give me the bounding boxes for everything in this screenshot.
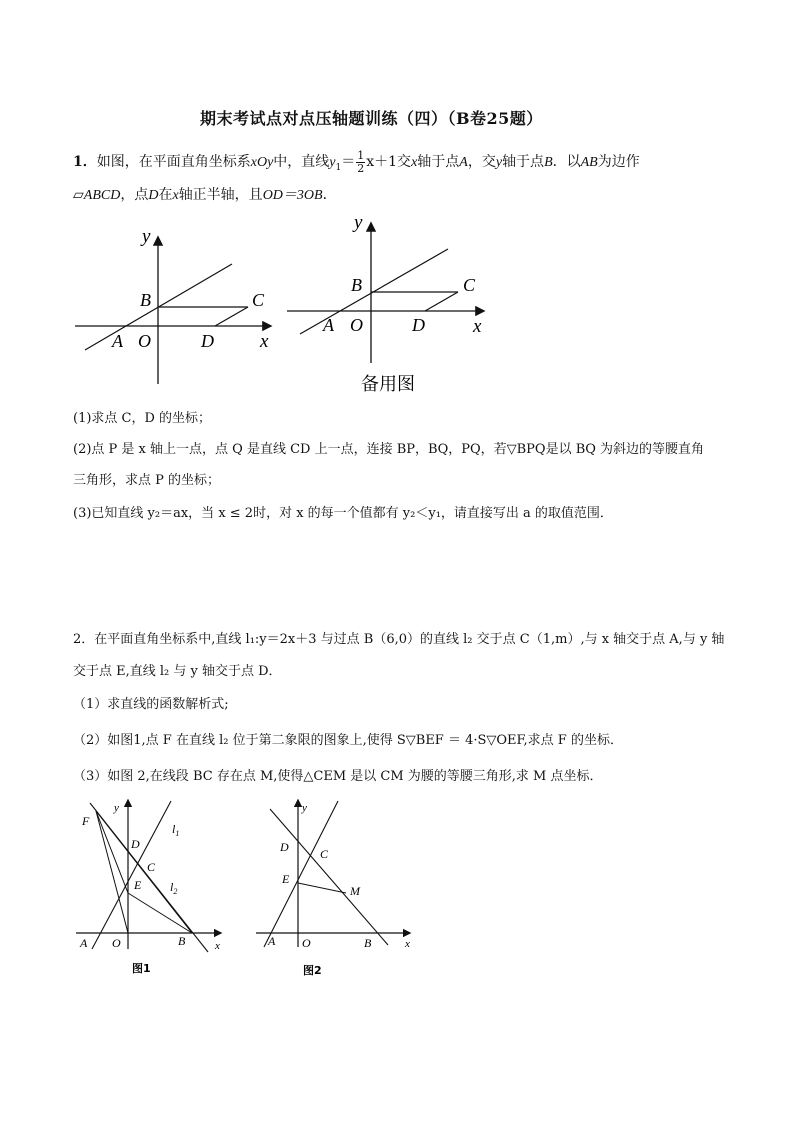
label-y: y xyxy=(354,212,363,233)
label-x: x xyxy=(215,940,220,952)
q1-text: 轴于点 xyxy=(502,154,545,171)
label-x: x xyxy=(260,331,269,352)
q1-line2 xyxy=(73,188,337,203)
label-c: C xyxy=(320,847,329,861)
q1-point-a: A xyxy=(459,155,468,171)
q1-od-eq: OD＝3OB xyxy=(262,188,323,203)
segment-cd xyxy=(425,292,458,311)
q1-text: 轴正半轴，且 xyxy=(178,187,263,203)
label-x: x xyxy=(405,938,410,950)
label-d: D xyxy=(201,331,214,351)
label-a: A xyxy=(112,331,123,351)
q2-figure-2 xyxy=(254,797,419,982)
label-y: y xyxy=(302,802,307,814)
label-e: E xyxy=(134,878,142,892)
q1-text: ． xyxy=(322,187,337,203)
label-f: F xyxy=(82,814,90,828)
label-y: y xyxy=(114,802,119,814)
parallelogram-symbol: ▱ xyxy=(73,187,84,203)
label-b: B xyxy=(364,936,372,950)
q1-abcd: ABCD xyxy=(83,188,121,203)
label-a: A xyxy=(268,934,276,948)
label-x: x xyxy=(473,316,482,337)
q2-sub3: （3）如图 2,在线段 BC 存在点 M,使得△CEM 是以 CM 为腰的等腰三角形,求 M 点坐标． xyxy=(73,769,603,784)
segment-fe xyxy=(96,811,128,893)
label-c: C xyxy=(463,275,476,295)
q1-point-d: D xyxy=(148,188,159,203)
q1-number: 1． xyxy=(73,154,97,171)
label-d: D xyxy=(412,315,425,335)
q1-point-b: B xyxy=(544,155,553,171)
q1-text: x＋1交 xyxy=(366,154,412,171)
label-l1: $l_1$ xyxy=(172,822,180,838)
q1-text: 如图，在平面直角坐标系 xyxy=(96,154,251,171)
label-o: O xyxy=(350,315,363,335)
segment-fo xyxy=(96,811,128,933)
figure-2-caption: 图2 xyxy=(303,964,322,977)
q1-sub3: (3)已知直线 y₂＝ax，当 x ≤ 2时，对 x 的每一个值都有 y₂＜y₁，请直接写出 a 的取值范围． xyxy=(73,506,613,521)
q1-xoy: xOy xyxy=(250,155,274,171)
q1-figure xyxy=(70,222,285,387)
page-title: 期末考试点对点压轴题训练（四）（B卷25题） xyxy=(200,109,543,128)
segment-cd xyxy=(215,307,248,326)
q2-figure-1 xyxy=(74,797,234,982)
q1-text: 轴于点 xyxy=(417,154,460,171)
label-o: O xyxy=(112,936,121,950)
segment-eb xyxy=(128,893,192,933)
line-l1 xyxy=(92,801,171,949)
q1-x: x xyxy=(411,155,418,171)
q1-line1: 1．如图，在平面直角坐标系xOy中，直线$y_1=$ $\frac{1}{2}$ x＋1交x轴于点A，交y轴于点B．以AB为边作 xyxy=(73,149,640,175)
label-m: M xyxy=(350,884,360,898)
q1-text: ，点 xyxy=(120,187,149,203)
q1-text: ．以 xyxy=(552,154,581,171)
label-c: C xyxy=(147,860,156,874)
label-y: y xyxy=(142,226,151,247)
label-d: D xyxy=(280,840,289,854)
q1-sub2-line2: 三角形，求点 P 的坐标； xyxy=(73,473,221,488)
q1-y: y xyxy=(495,155,503,171)
label-o: O xyxy=(138,331,151,351)
label-a: A xyxy=(323,315,334,335)
q1-text: 在 xyxy=(158,187,173,203)
label-b: B xyxy=(351,275,362,295)
q2-sub2: （2）如图1,点 F 在直线 l₂ 位于第二象限的图象上,使得 S▽BEF ＝ 4·S▽OEF,求点 F 的坐标． xyxy=(73,733,623,748)
label-e: E xyxy=(282,872,290,886)
q1-ab: AB xyxy=(580,155,598,171)
q2-line1: 2．在平面直角坐标系中,直线 l₁:y＝2x＋3 与过点 B（6,0）的直线 l₂ 交于点 C（1,m）,与 x 轴交于点 A,与 y 轴 xyxy=(73,632,725,647)
q1-backup-figure xyxy=(283,208,498,398)
q1-text: ，交 xyxy=(467,154,496,171)
figure-1-caption: 图1 xyxy=(132,962,151,975)
q1-text: 为边作 xyxy=(597,154,640,171)
label-a: A xyxy=(80,936,88,950)
q1-y1: y xyxy=(329,155,336,171)
label-b: B xyxy=(140,290,151,310)
q1-fraction: $\frac{1}{2}$ xyxy=(357,149,365,175)
label-c: C xyxy=(252,290,265,310)
q1-sub1: (1)求点 C，D 的坐标； xyxy=(73,411,212,426)
q2-sub1: （1）求直线的函数解析式; xyxy=(73,697,229,712)
q1-sub2-line1: (2)点 P 是 x 轴上一点，点 Q 是直线 CD 上一点，连接 BP，BQ，PQ，若▽BPQ是以 BQ 为斜边的等腰直角 xyxy=(73,442,705,457)
label-o: O xyxy=(302,936,311,950)
label-d: D xyxy=(131,837,140,851)
backup-figure-caption: 备用图 xyxy=(361,374,415,395)
q1-x: x xyxy=(172,188,179,203)
label-l2: $l_2$ xyxy=(170,880,178,896)
q1-text: 中，直线 xyxy=(273,154,330,171)
q2-line2: 交于点 E,直线 l₂ 与 y 轴交于点 D． xyxy=(73,664,282,679)
label-b: B xyxy=(178,934,186,948)
